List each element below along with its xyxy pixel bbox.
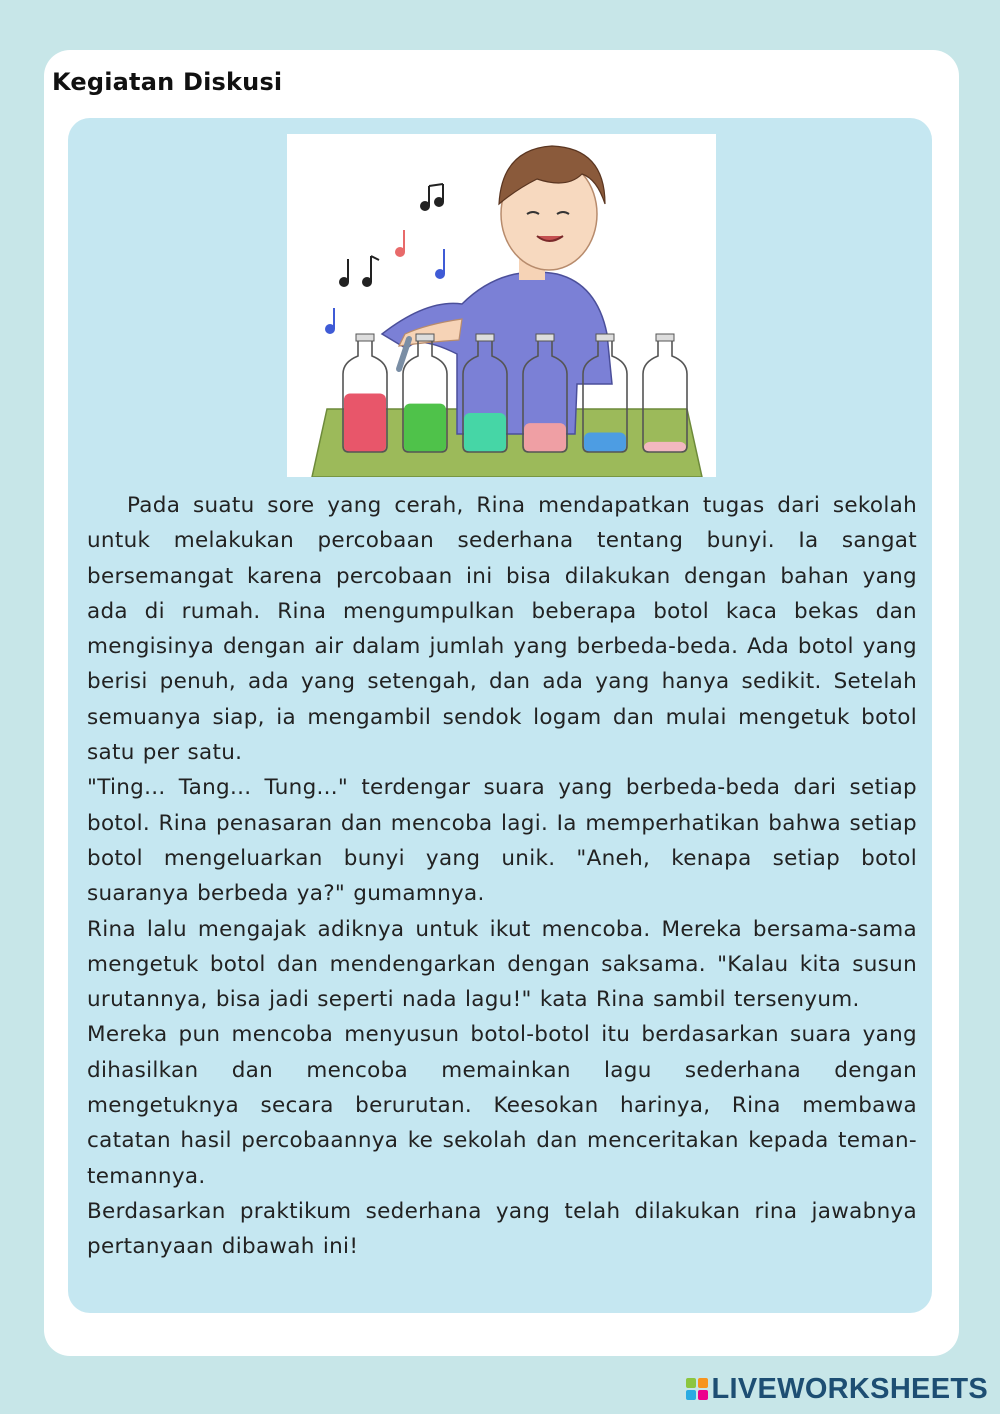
bottle-cap [416,334,434,341]
bottle-cap [476,334,494,341]
story-panel [68,118,932,1313]
story-paragraph-1: Pada suatu sore yang cerah, Rina mendapatkan tugas dari sekolah untuk melakukan percobaan sederhana tentang bunyi. Ia sangat bersemangat karena percobaan ini bisa dilakukan dengan bahan yang ada di rumah. Rina mengumpulkan beberapa botol kaca bekas dan mengisinya dengan air dalam jumlah yang berbeda-beda. Ada botol yang berisi penuh, ada yang setengah, dan ada yang hanya sedikit. Setelah semuanya siap, ia mengambil sendok logam dan mulai mengetuk botol satu per satu. [87,493,917,766]
story-text [87,488,917,1265]
bottle-cap [356,334,374,341]
bottle-liquid [404,404,446,452]
liveworksheets-logo-icon [686,1378,708,1400]
bottle-1 [343,334,387,452]
bottle-cap [596,334,614,341]
bottle-2 [403,334,447,452]
story-paragraph-2: "Ting... Tang... Tung..." terdengar suara yang berbeda-beda dari setiap botol. Rina penasaran dan mencoba lagi. Ia memperhatikan bahwa setiap botol mengeluarkan bunyi yang unik. "Aneh, kenapa setiap botol suaranya berbeda ya?" gumamnya. [87,775,917,907]
bottle-liquid [644,442,686,452]
illustration-svg [287,134,716,477]
story-paragraph-4: Mereka pun mencoba menyusun botol-botol itu berdasarkan suara yang dihasilkan dan mencoba memainkan lagu sederhana dengan mengetuknya secara berurutan. Keesokan harinya, Rina membawa catatan hasil percobaannya ke sekolah dan menceritakan kepada teman-temannya. [87,1022,917,1189]
brand-name: LIVEWORKSHEETS [711,1372,988,1405]
bottle-liquid [584,433,626,453]
bottle-liquid [524,423,566,452]
bottle-cap [656,334,674,341]
worksheet-card [44,50,959,1356]
bottle-liquid [344,394,386,453]
story-paragraph-5: Berdasarkan praktikum sederhana yang telah dilakukan rina jawabnya pertanyaan dibawah ini! [87,1198,917,1260]
liveworksheets-brand [686,1372,989,1406]
bottle-liquid [464,413,506,452]
bottle-cap [536,334,554,341]
page-title: Kegiatan Diskusi [52,68,283,96]
story-paragraph-3: Rina lalu mengajak adiknya untuk ikut mencoba. Mereka bersama-sama mengetuk botol dan mendengarkan dengan saksama. "Kalau kita susun urutannya, bisa jadi seperti nada lagu!" kata Rina sambil tersenyum. [87,916,917,1013]
child-tapping-bottles-illustration [287,134,716,477]
